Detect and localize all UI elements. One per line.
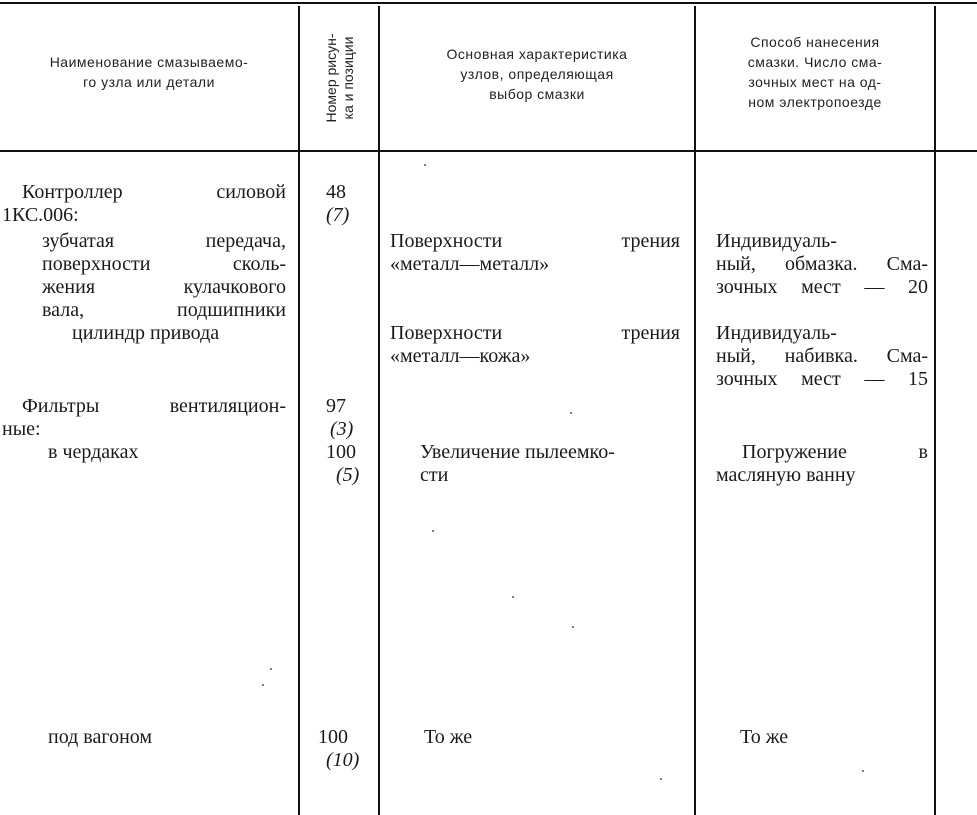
header-bottom-rule — [0, 150, 977, 152]
under-car-method: То же — [740, 726, 789, 748]
scan-speck — [512, 596, 514, 598]
filters-name-line2: ные: — [2, 418, 41, 440]
attic-characteristic: Увеличение пылеемко- сти — [420, 441, 615, 486]
gear-name: зубчатая передача, поверхности сколь- жения кулачкового вала, подшипники — [42, 230, 286, 321]
controller-position: (7) — [326, 204, 350, 226]
under-car-name: под вагоном — [48, 726, 153, 748]
gear-characteristic: Поверхности трения «металл—металл» — [390, 230, 680, 275]
column-divider-4 — [934, 6, 936, 815]
controller-name-line2: 1КС.006: — [2, 204, 79, 226]
attic-name: в чердаках — [48, 441, 139, 463]
header-characteristic: Основная характеристика узлов, определяющая выбор смазки — [446, 46, 628, 102]
under-car-position: (10) — [326, 749, 360, 771]
filters-position: (3) — [330, 418, 354, 440]
scan-speck — [432, 530, 434, 532]
under-car-characteristic: То же — [424, 726, 473, 748]
attic-method-line1: Погружение в — [742, 441, 928, 463]
scan-speck — [570, 412, 572, 414]
scan-speck — [660, 778, 662, 780]
controller-name-line1: Контроллер силовой — [22, 181, 286, 203]
header-part-name: Наименование смазываемо- го узла или детали — [49, 54, 249, 90]
header-method: Способ нанесения смазки. Число сма- зочных мест на од- ном электропоезде — [747, 34, 883, 110]
scan-speck — [262, 684, 264, 686]
top-rule — [0, 2, 977, 4]
scan-speck — [862, 770, 864, 772]
gear-method: Индивидуаль- ный, обмазка. Сма- зочных мест — 20 — [716, 230, 928, 298]
controller-figure: 48 — [326, 181, 346, 203]
attic-position: (5) — [336, 464, 360, 486]
attic-method-line2: масляную ванну — [716, 464, 856, 486]
header-figure-number: Номер рисун- ка и позиции — [323, 33, 356, 123]
filters-figure: 97 — [326, 395, 346, 417]
filters-name-line1: Фильтры вентиляцион- — [22, 395, 286, 417]
scan-speck — [270, 668, 272, 670]
attic-figure: 100 — [326, 441, 356, 463]
cylinder-method: Индивидуаль- ный, набивка. Сма- зочных мест — 15 — [716, 322, 928, 390]
column-divider-3 — [694, 6, 696, 815]
scan-speck — [572, 626, 574, 628]
under-car-figure: 100 — [318, 726, 348, 748]
scan-speck — [424, 164, 426, 166]
cylinder-name: цилиндр привода — [72, 322, 220, 344]
cylinder-characteristic: Поверхности трения «металл—кожа» — [390, 322, 680, 367]
